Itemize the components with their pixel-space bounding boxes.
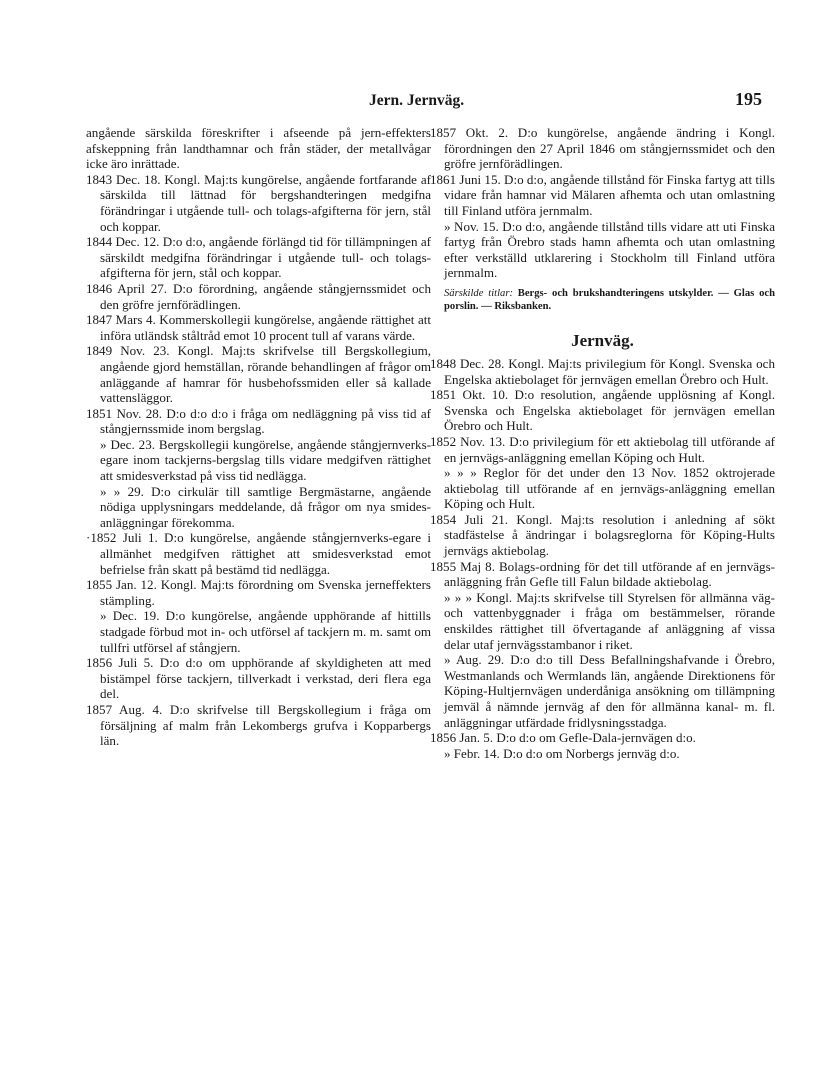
entry: 1854 Juli 21. Kongl. Maj:ts resolution i anledning af sökt stadfästelse å ändringar i bolagsreglorna för Köping-Hults jernvägs aktiebolag. [430, 511, 775, 559]
entry: 1857 Okt. 2. D:o kungörelse, angående ändring i Kongl. förordningen den 27 April 1846 om stångjernssmidet och den gröfre jernförädlingen. [430, 125, 775, 172]
entry: 1848 Dec. 28. Kongl. Maj:ts privilegium för Kongl. Svenska och Engelska aktiebolaget för jernvägen emellan Örebro och Hult. [430, 355, 775, 387]
entry: 1856 Juli 5. D:o d:o om upphörande af skyldigheten att med bistämpel förse tackjern, tillverkadt i verkstad, deri flera ega del. [86, 655, 431, 702]
entry: 1856 Jan. 5. D:o d:o om Gefle-Dala-jernvägen d:o. [430, 730, 696, 746]
right-column-top [430, 125, 775, 281]
entry: 1844 Dec. 12. D:o d:o, angående förlängd tid för tillämpningen af särskildt medgifna förändringar i utgående tull- och tolags-afgifterna för jern, stål och koppar. [86, 234, 431, 281]
entry: 1846 April 27. D:o förordning, angående stångjernssmidet och den gröfre jernförädlingen. [86, 280, 431, 312]
entry: angående särskilda föreskrifter i afseende på jern-effekters afskeppning från landthamnar och från städer, der metallvågar icke äro inrättade. [86, 125, 431, 172]
entry: 1851 Okt. 10. D:o resolution, angående upplösning af Kongl. Svenska och Engelska aktiebolaget för jernvägen emellan Örebro och Hult. [430, 387, 775, 434]
entry: 1861 Juni 15. D:o d:o, angående tillstånd för Finska fartyg att tills vidare från hamnar vid Mälaren afhemta och utan omlastning till Finland utföra jernmalm. [430, 171, 775, 218]
running-head: Jern. Jernväg. [369, 92, 465, 109]
right-column-bottom [430, 356, 775, 761]
sarskilde-titlar-text: Bergs- och brukshandteringens utskylder. — Glas och porslin. — Riksbanken. [444, 287, 775, 312]
entry: » » » Reglor för det under den 13 Nov. 1852 oktrojerade aktiebolag till utförande af en jernvägs-anläggning emellan Köping och Hult. [444, 465, 775, 512]
entry: » Dec. 23. Bergskollegii kungörelse, angående stångjernverks-egare inom tackjerns-bergslag tills vidare medgifven rättighet att smidesverkstad på viss tid nedlägga. [100, 436, 431, 484]
entry: 1851 Nov. 28. D:o d:o d:o i fråga om nedläggning på viss tid af stångjernssmide inom bergslag. [86, 405, 431, 437]
section-title: Jernväg. [571, 330, 634, 350]
entry: 1852 Nov. 13. D:o privilegium för ett aktiebolag till utförande af en jernvägs-anläggning emellan Köping och Hult. [430, 433, 775, 465]
entry: 1855 Maj 8. Bolags-ordning för det till utförande af en jernvägs-anläggning från Gefle till Falun bildade aktiebolag. [430, 558, 775, 590]
entry: » Dec. 19. D:o kungörelse, angående upphörande af hittills stadgade förbud mot in- och utförsel af tackjern m. m. samt om tullfri utförsel af stångjern. [100, 608, 431, 655]
entry: » » 29. D:o cirkulär till samtlige Bergmästarne, angående nödiga upplysningars meddelande, då frågor om nya smides-anläggningar förekomma. [100, 483, 431, 530]
entry: 1855 Jan. 12. Kongl. Maj:ts förordning om Svenska jerneffekters stämpling. [86, 577, 431, 608]
entry: » Nov. 15. D:o d:o, angående tillstånd tills vidare att uti Finska fartyg från Örebro stads hamn afhemta och utan omlastning efter verkställd utklarering i Stockholm till Finland utföra jernmalm. [444, 218, 775, 281]
entry: 1843 Dec. 18. Kongl. Maj:ts kungörelse, angående fortfarande af särskilda till lättnad för bergshandteringen medgifna förändringar i utgående tull- och tolags-afgifterna för jern, stål och koppar. [86, 171, 431, 234]
page-number: 195 [735, 89, 762, 109]
entry: » » » Kongl. Maj:ts skrifvelse till Styrelsen för allmänna väg- och vattenbyggnader i fråga om bestämmelser, rörande enskildes rättighet till öfvertagande af anläggning af vissa delar utaf jernvägsstambanor i riket. [444, 589, 775, 652]
entry: 1857 Aug. 4. D:o skrifvelse till Bergskollegium i fråga om försäljning af malm från Lekombergs grufva i Kopparbergs län. [86, 701, 431, 749]
right-column [430, 125, 775, 761]
entry: » Aug. 29. D:o d:o till Dess Befallningshafvande i Örebro, Westmanlands och Wermlands län, angående Direktionens för Köping-Hultjernvägen underdåniga ansökning om tillämpning jemväl å nämnde jernväg af den för allmänna kanal- m. fl. anläggningar utfärdade fridlysningsstadga. [444, 652, 775, 730]
sarskilde-titlar-label: Särskilde titlar: [444, 287, 513, 299]
entry: » Febr. 14. D:o d:o om Norbergs jernväg d:o. [444, 745, 680, 761]
sarskilde-titlar [430, 287, 775, 313]
left-column [86, 125, 431, 749]
entry: ·1852 Juli 1. D:o kungörelse, angående stångjernverks-egare i allmänhet medgifven rättighet att smidesverkstad emot befrielse från skatt på bestämd tid nedlägga. [86, 530, 431, 577]
entry: 1849 Nov. 23. Kongl. Maj:ts skrifvelse till Bergskollegium, angående gjord hemställan, rörande behandlingen af frågor om anläggande af hamrar för husbehofssmiden eller så kallade vattensläggor. [86, 343, 431, 406]
entry: 1847 Mars 4. Kommerskollegii kungörelse, angående rättighet att införa utländsk ståltråd emot 10 procent tull af varans värde. [86, 312, 431, 343]
